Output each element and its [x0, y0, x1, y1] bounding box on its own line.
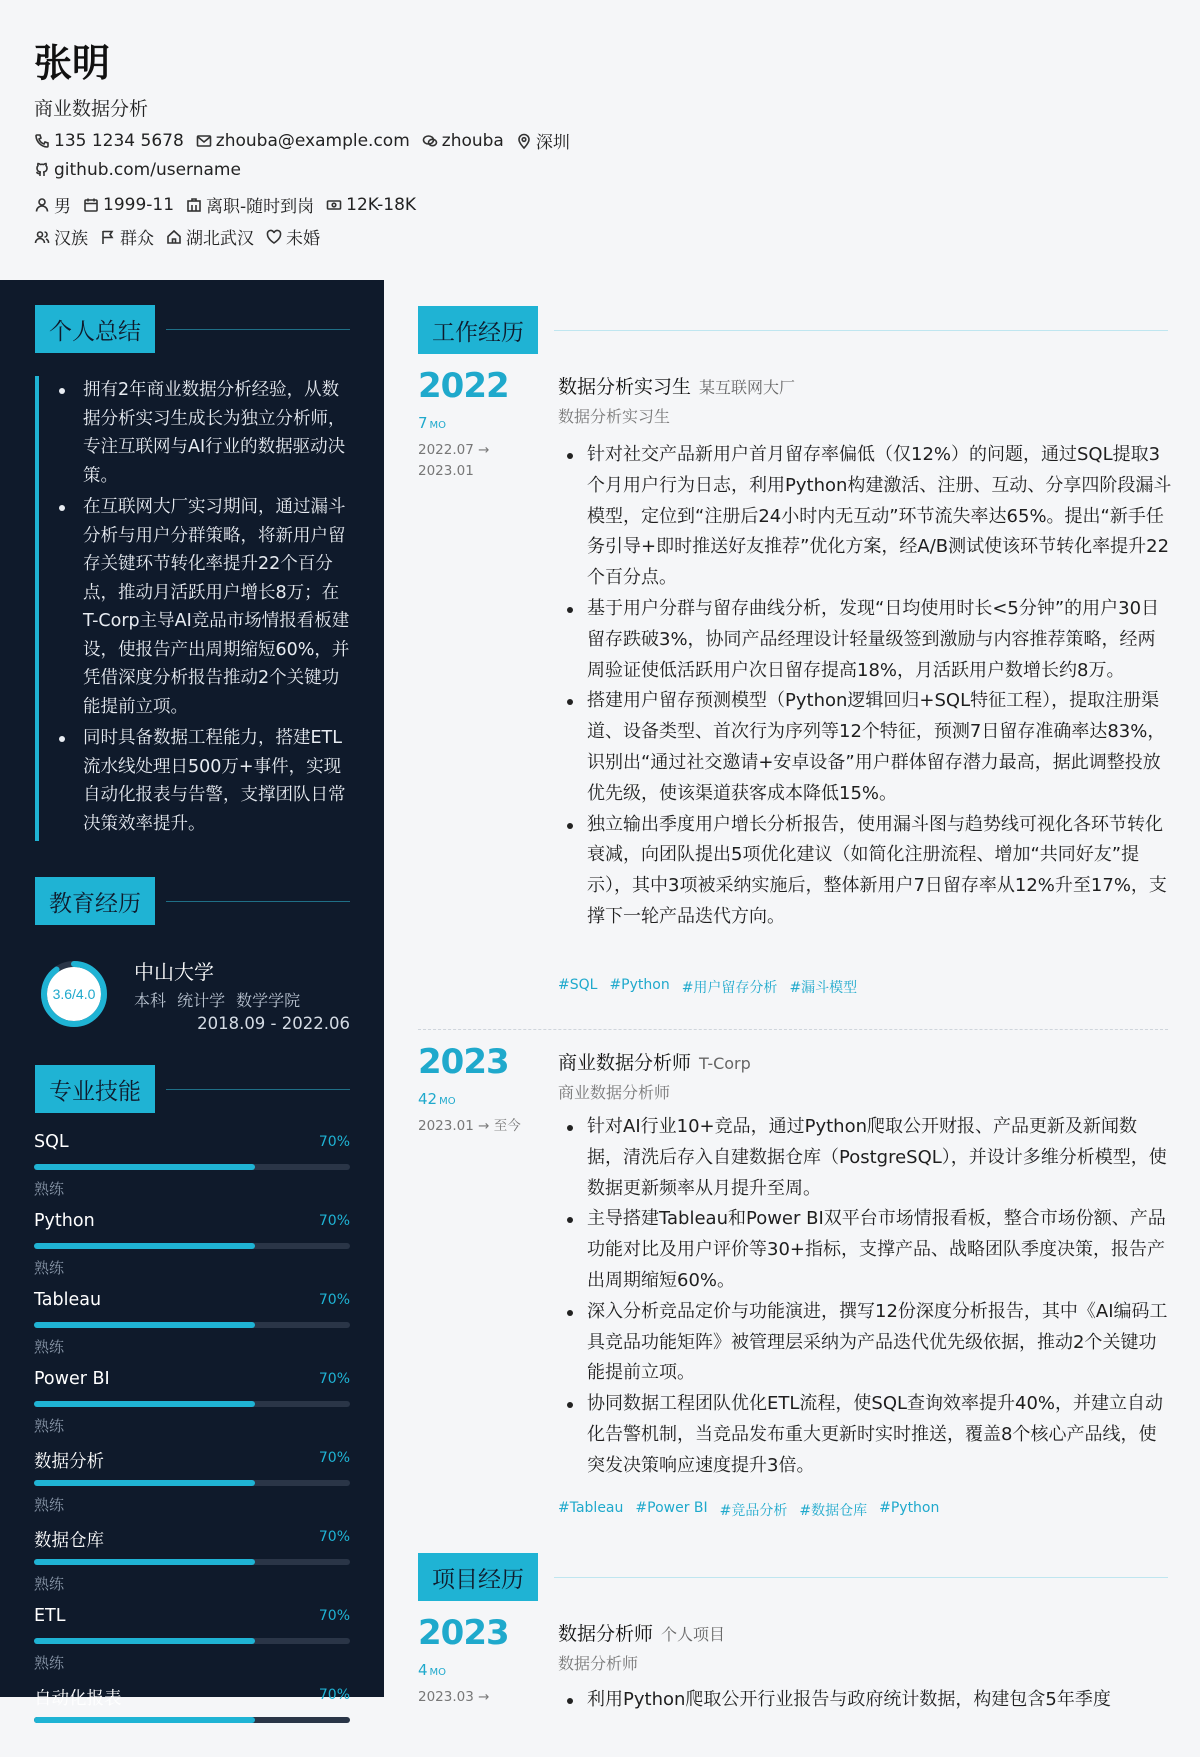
skill-percent: 70% [318, 1371, 350, 1387]
birth-text: 1999-11 [103, 194, 175, 215]
calendar-icon [83, 197, 99, 213]
job-bullet: 深入分析竞品定价与功能演进，撰写12份深度分析报告，其中《AI编码工具竞品功能矩阵》被管理层采纳为产品迭代优先级依据，推动2个关键功能提前立项。 [560, 1297, 1172, 1389]
heart-icon [266, 229, 282, 245]
job-tags [558, 1500, 951, 1520]
job-entry [418, 366, 1172, 1006]
birth-item [83, 195, 174, 215]
education-entry [38, 950, 350, 1040]
flag-icon [100, 229, 116, 245]
skill-bar-fill [34, 1480, 255, 1486]
job-bullet: 针对社交产品新用户首月留存率偏低（仅12%）的问题，通过SQL提取3个月用户行为日志，利用Python构建激活、注册、互动、分享四阶段漏斗模型，定位到“注册后24小时内无互动”环节流失率达65%。提出“新手任务引导+即时推送好友推荐”优化方案，经A/B测试使该环节转化率提升22个百分点。 [560, 440, 1172, 594]
tag: #用户留存分析 [681, 980, 778, 996]
section-divider [554, 1577, 1168, 1578]
section-divider [166, 329, 350, 330]
project-year: 2023 [418, 1613, 509, 1653]
summary-item: 同时具备数据工程能力，搭建ETL流水线处理日500万+事件，实现自动化报表与告警，支撑团队日常决策效率提升。 [59, 724, 350, 838]
marital-text: 未婚 [286, 229, 320, 249]
skill-level: 熟练 [34, 1338, 65, 1356]
candidate-role: 商业数据分析 [34, 98, 149, 120]
skill-level: 熟练 [34, 1417, 65, 1435]
section-divider [554, 330, 1168, 331]
job-period: 2023.01 → 至今 [418, 1118, 521, 1134]
skill-percent: 70% [318, 1134, 350, 1150]
location-item [516, 128, 570, 153]
job-title: 数据分析实习生 某互联网大厂 [558, 376, 796, 398]
money-icon [326, 197, 342, 213]
tag: #Python [609, 977, 670, 993]
job-bullets [560, 1112, 1172, 1482]
tag: #Tableau [558, 1500, 624, 1516]
skill-level: 熟练 [34, 1496, 65, 1514]
skill-item [34, 1685, 350, 1757]
github-icon [34, 162, 50, 178]
job-subtitle: 商业数据分析师 [558, 1083, 671, 1102]
job-bullet: 协同数据工程团队优化ETL流程，使SQL查询效率提升40%，并建立自动化告警机制，当竞品发布重大更新时实时推送，覆盖8个核心产品线，使突发决策响应速度提升3倍。 [560, 1389, 1172, 1481]
project-subtitle: 数据分析师 [558, 1654, 639, 1673]
project-period: 2023.03 → [418, 1689, 490, 1705]
skill-item [34, 1527, 350, 1599]
skill-item [34, 1211, 350, 1283]
phone-text: 135 1234 5678 [54, 130, 184, 151]
ethnicity-text: 汉族 [54, 229, 88, 249]
skill-item [34, 1369, 350, 1441]
summary-item: 在互联网大厂实习期间，通过漏斗分析与用户分群策略，将新用户留存关键环节转化率提升22个百分点，推动月活跃用户增长8万；在T-Corp主导AI竞品市场情报看板建设，使报告产出周期缩短60%，并凭借深度分析报告推动2个关键功能提前立项。 [59, 493, 350, 721]
project-type: 个人项目 [661, 1625, 726, 1644]
salary-item [326, 195, 416, 215]
tag: #Python [879, 1500, 940, 1516]
project-section-title: 项目经历 [418, 1553, 538, 1601]
job-bullet: 主导搭建Tableau和Power BI双平台市场情报看板，整合市场份额、产品功能对比及用户评价等30+指标，支撑产品、战略团队季度决策，报告产出周期缩短60%。 [560, 1204, 1172, 1296]
home-icon [166, 229, 182, 245]
skill-name: 数据分析 [34, 1452, 104, 1472]
section-divider [166, 901, 350, 902]
wechat-text: zhouba [441, 130, 504, 151]
users-icon [34, 229, 50, 245]
hometown-text: 湖北武汉 [186, 229, 254, 249]
sidebar [0, 280, 384, 1709]
job-bullet: 针对AI行业10+竞品，通过Python爬取公开财报、产品更新及新闻数据，清洗后存入自建数据仓库（PostgreSQL），并设计多维分析模型，使数据更新频率从月提升至周。 [560, 1112, 1172, 1204]
personal-row-2 [34, 224, 332, 249]
skill-percent: 70% [318, 1687, 350, 1703]
skills-section-title: 专业技能 [35, 1065, 155, 1113]
job-duration: 7 MO [418, 414, 447, 432]
skill-bar-track [34, 1401, 350, 1407]
skill-percent: 70% [318, 1450, 350, 1466]
gpa-value: 3.6/4.0 [52, 986, 96, 1002]
skill-bar-track [34, 1559, 350, 1565]
education-dates: 2018.09 - 2022.06 [197, 1014, 350, 1033]
job-title: 商业数据分析师 T-Corp [558, 1052, 751, 1074]
wechat-item[interactable] [422, 131, 504, 151]
project-bullets [560, 1685, 1172, 1716]
marital-item [266, 224, 320, 249]
ethnicity-item [34, 224, 88, 249]
building-icon [186, 197, 202, 213]
skill-bar-track [34, 1480, 350, 1486]
tag: #竞品分析 [719, 1503, 788, 1519]
skill-name: Power BI [34, 1369, 110, 1389]
skill-percent: 70% [318, 1608, 350, 1624]
skill-item [34, 1606, 350, 1678]
job-bullets [560, 440, 1172, 933]
skill-name: Python [34, 1211, 95, 1231]
github-text: github.com/username [54, 160, 241, 180]
gpa-ring [38, 958, 110, 1030]
skill-name: 数据仓库 [34, 1531, 104, 1551]
skill-level: 熟练 [34, 1654, 65, 1672]
skill-percent: 70% [318, 1529, 350, 1545]
tag: #Power BI [635, 1500, 708, 1516]
skill-bar-fill [34, 1401, 255, 1407]
candidate-name: 张明 [34, 41, 111, 85]
project-duration: 4 MO [418, 1661, 447, 1679]
skill-bar-fill [34, 1717, 255, 1723]
summary-item: 拥有2年商业数据分析经验，从数据分析实习生成长为独立分析师，专注互联网与AI行业的数据驱动决策。 [59, 376, 350, 490]
job-duration: 42 MO [418, 1090, 456, 1108]
job-divider [418, 1029, 1168, 1030]
skill-level: 熟练 [34, 1180, 65, 1198]
job-year: 2023 [418, 1042, 509, 1082]
map-pin-icon [516, 133, 532, 149]
skill-item [34, 1132, 350, 1204]
work-section-title: 工作经历 [418, 306, 538, 354]
skill-bar-fill [34, 1243, 255, 1249]
skill-item [34, 1448, 350, 1520]
education-section-title: 教育经历 [35, 877, 155, 925]
phone-item[interactable] [34, 131, 184, 151]
github-row [34, 160, 253, 180]
mail-icon [196, 133, 212, 149]
politics-text: 群众 [120, 229, 154, 249]
skill-bar-track [34, 1322, 350, 1328]
user-icon [34, 197, 50, 213]
skill-name: ETL [34, 1606, 66, 1626]
personal-row-1 [34, 192, 428, 217]
job-bullet: 独立输出季度用户增长分析报告，使用漏斗图与趋势线可视化各环节转化衰减，向团队提出5项优化建议（如简化注册流程、增加“共同好友”提示），其中3项被采纳实施后，整体新用户7日留存率从12%升至17%，支撑下一轮产品迭代方向。 [560, 810, 1172, 933]
skill-name: Tableau [34, 1290, 102, 1310]
gender-item [34, 192, 71, 217]
skill-item [34, 1290, 350, 1362]
salary-text: 12K-18K [346, 194, 417, 215]
job-bullet: 基于用户分群与留存曲线分析，发现“日均使用时长<5分钟”的用户30日留存跌破3%，协同产品经理设计轻量级签到激励与内容推荐策略，经两周验证使低活跃用户次日留存提高18%，月活跃用户数增长约8万。 [560, 594, 1172, 686]
skill-bar-track [34, 1638, 350, 1644]
project-title: 数据分析师 个人项目 [558, 1623, 726, 1645]
status-text: 离职-随时到岗 [206, 197, 315, 217]
contact-row [34, 128, 582, 153]
summary-list [35, 376, 350, 841]
school-name: 中山大学 [134, 960, 214, 984]
resume-header [0, 0, 1200, 280]
skill-bar-fill [34, 1164, 255, 1170]
status-item [186, 192, 314, 217]
github-item[interactable] [34, 160, 241, 180]
skill-name: 自动化报表 [34, 1689, 122, 1709]
job-period: 2022.07 → 2023.01 [418, 442, 490, 479]
hometown-item [166, 224, 254, 249]
summary-section-title: 个人总结 [35, 305, 155, 353]
tag: #SQL [558, 977, 598, 993]
skill-bar-fill [34, 1559, 255, 1565]
location-text: 深圳 [535, 133, 570, 153]
email-item[interactable] [196, 131, 410, 151]
skill-percent: 70% [318, 1292, 350, 1308]
section-divider [166, 1089, 350, 1090]
politics-item [100, 224, 154, 249]
skill-percent: 70% [318, 1213, 350, 1229]
skill-bar-track [34, 1243, 350, 1249]
tag: #漏斗模型 [789, 980, 858, 996]
project-entry [418, 1613, 1168, 1710]
skill-bar-fill [34, 1322, 255, 1328]
skill-level: 熟练 [34, 1575, 65, 1593]
skill-name: SQL [34, 1132, 69, 1152]
company-name: 某互联网大厂 [699, 378, 796, 397]
job-bullet: 搭建用户留存预测模型（Python逻辑回归+SQL特征工程），提取注册渠道、设备类型、首次行为序列等12个特征，预测7日留存准确率达83%，识别出“通过社交邀请+安卓设备”用户群体留存潜力最高，据此调整投放优先级，使该渠道获客成本降低15%。 [560, 686, 1172, 809]
tag: #数据仓库 [799, 1503, 868, 1519]
company-name: T-Corp [699, 1054, 751, 1073]
skill-bar-fill [34, 1638, 255, 1644]
phone-icon [34, 133, 50, 149]
wechat-icon [422, 133, 438, 149]
job-tags [558, 977, 869, 997]
gender-text: 男 [54, 197, 71, 217]
job-subtitle: 数据分析实习生 [558, 407, 671, 426]
email-text: zhouba@example.com [215, 130, 410, 151]
skill-bar-track [34, 1164, 350, 1170]
degree-meta: 本科 统计学 数学学院 [134, 991, 301, 1010]
skill-level: 熟练 [34, 1259, 65, 1277]
job-entry [418, 1042, 1168, 1522]
job-year: 2022 [418, 366, 509, 406]
skill-bar-track [34, 1717, 350, 1723]
project-bullet: 利用Python爬取公开行业报告与政府统计数据，构建包含5年季度 [560, 1685, 1172, 1716]
